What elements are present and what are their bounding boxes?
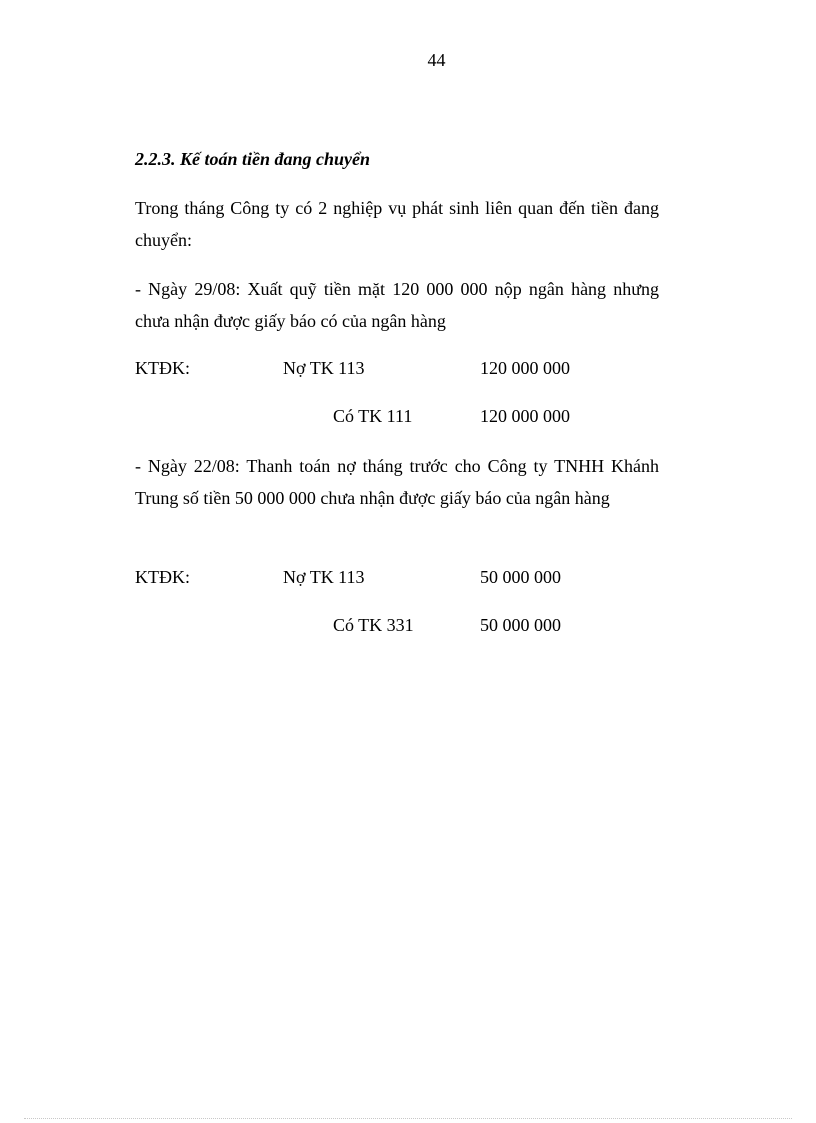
entry-1-label: KTĐK: — [135, 358, 190, 378]
entry-1-debit-amount: 120 000 000 — [480, 358, 570, 378]
entry-1-credit-amount: 120 000 000 — [480, 406, 570, 426]
intro-paragraph: Trong tháng Công ty có 2 nghiệp vụ phát sinh liên quan đến tiền đang chuyển: — [135, 198, 659, 250]
transaction-1-paragraph: - Ngày 29/08: Xuất quỹ tiền mặt 120 000 000 nộp ngân hàng nhưng chưa nhận được giấy báo có của ngân hàng — [135, 279, 659, 331]
section-heading: 2.2.3. Kế toán tiền đang chuyển — [135, 149, 371, 169]
entry-2-credit-account: Có TK 331 — [333, 615, 414, 635]
page-bottom-divider — [24, 1118, 792, 1119]
entry-2-credit-amount: 50 000 000 — [480, 615, 561, 635]
entry-2-label: KTĐK: — [135, 567, 190, 587]
entry-1-debit-account: Nợ TK 113 — [283, 358, 365, 378]
entry-2-debit-account: Nợ TK 113 — [283, 567, 365, 587]
entry-2-debit-amount: 50 000 000 — [480, 567, 561, 587]
page-number: 44 — [427, 50, 446, 70]
transaction-2-paragraph: - Ngày 22/08: Thanh toán nợ tháng trước cho Công ty TNHH Khánh Trung số tiền 50 000 000 chưa nhận được giấy báo của ngân hàng — [135, 456, 659, 508]
entry-1-credit-account: Có TK 111 — [333, 406, 413, 426]
